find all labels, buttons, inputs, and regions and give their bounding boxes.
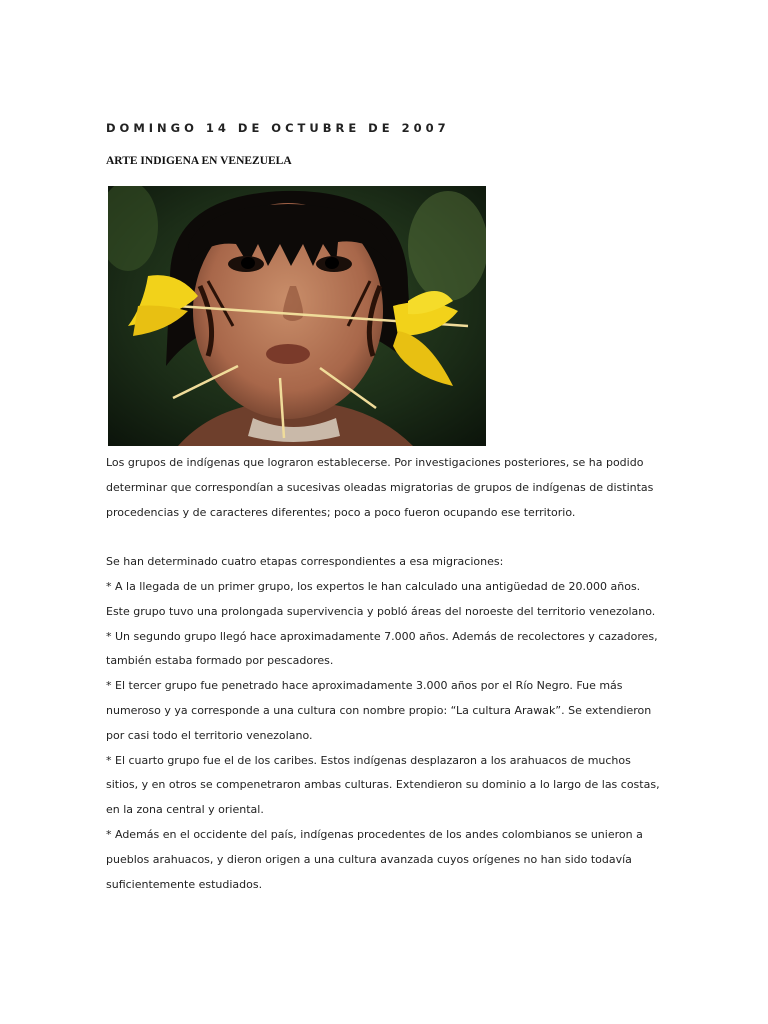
stages-intro: Se han determinado cuatro etapas correspondientes a esa migraciones: <box>106 555 504 569</box>
post-body <box>106 451 666 897</box>
stage-item-1: * A la llegada de un primer grupo, los expertos le han calculado una antigüedad de 20.000 años. Este grupo tuvo una prolongada supervivencia y pobló áreas del noroeste del territorio venezolano. <box>106 579 656 618</box>
stage-item-2: * Un segundo grupo llegó hace aproximadamente 7.000 años. Además de recolectores y cazadores, también estaba formado por pescadores. <box>106 629 658 668</box>
post-date-header: DOMINGO 14 DE OCTUBRE DE 2007 <box>106 121 450 135</box>
indigenous-child-photo <box>108 186 486 446</box>
stage-item-5: * Además en el occidente del país, indígenas procedentes de los andes colombianos se unieron a pueblos arahuacos, y dieron origen a una cultura avanzada cuyos orígenes no han sido todavía suficientemente estudiados. <box>106 827 643 891</box>
stage-item-3: * El tercer grupo fue penetrado hace aproximadamente 3.000 años por el Río Negro. Fue más numeroso y ya corresponde a una cultura con nombre propio: “La cultura Arawak”. Se extendieron por casi todo el territorio venezolano. <box>106 679 652 742</box>
post-title: ARTE INDIGENA EN VENEZUELA <box>106 155 292 167</box>
intro-paragraph: Los grupos de indígenas que lograron establecerse. Por investigaciones posteriores, se ha podido determinar que correspondían a sucesivas oleadas migratorias de grupos de indígenas de distintas procedencias y de caracteres diferentes; poco a poco fueron ocupando ese territorio. <box>106 456 654 519</box>
paragraph-spacer <box>106 525 666 550</box>
stage-item-4: * El cuarto grupo fue el de los caribes. Estos indígenas desplazaron a los arahuacos de muchos sitios, y en otros se compenetraron ambas culturas. Extendieron su dominio a lo largo de las costas, en la zona central y oriental. <box>106 753 660 817</box>
